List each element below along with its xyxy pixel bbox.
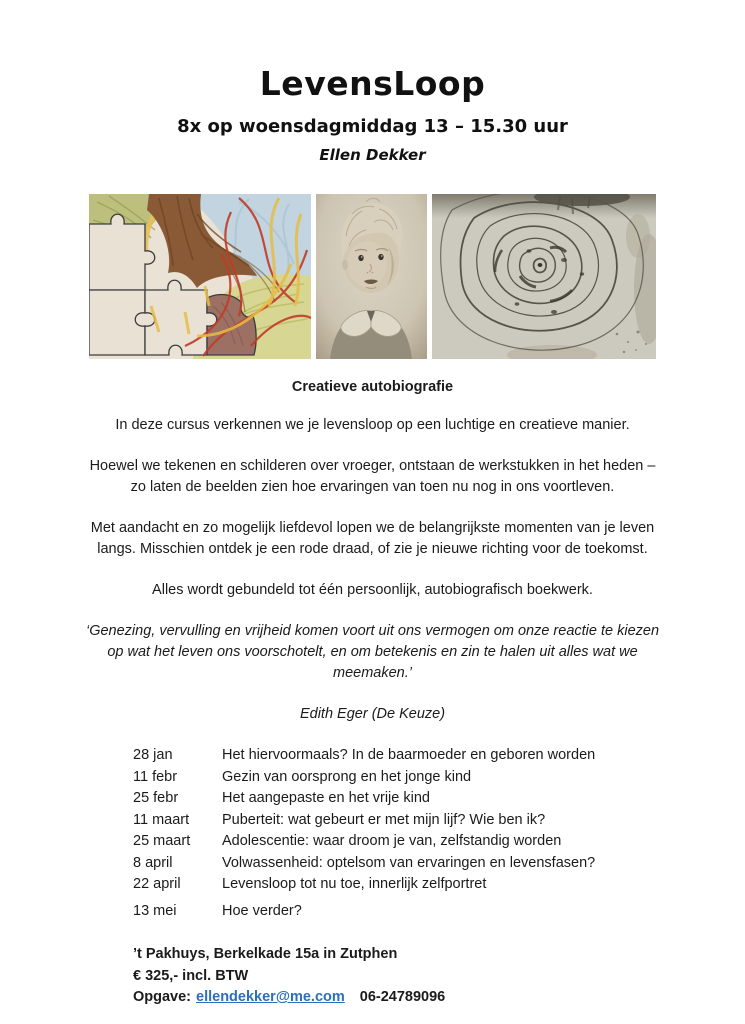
quote-text: ‘Genezing, vervulling en vrijheid komen voort uit ons vermogen om onze reactie te kiezen op wat het leven ons voorschotelt, en om betekenis en zin te halen uit alles wat we meemaken.’ bbox=[85, 623, 660, 681]
schedule-topic: Levensloop tot nu toe, innerlijk zelfportret bbox=[222, 876, 487, 892]
email-link[interactable]: ellendekker@me.com bbox=[196, 989, 345, 1005]
header bbox=[0, 64, 745, 164]
paragraph-momenten: Met aandacht en zo mogelijk liefdevol lopen we de belangrijkste momenten van je leven langs. Misschien ontdek je een rode draad, of zie je nieuwe richting voor de toekomst. bbox=[90, 520, 655, 557]
schedule-topic: Puberteit: wat gebeurt er met mijn lijf? Wie ben ik? bbox=[222, 811, 546, 828]
schedule-row bbox=[133, 810, 745, 832]
schedule-date: 25 maart bbox=[133, 833, 191, 849]
schedule-topic: Het aangepaste en het vrije kind bbox=[222, 790, 430, 806]
schedule-row bbox=[133, 853, 745, 875]
author-name: Ellen Dekker bbox=[319, 146, 426, 164]
schedule-list bbox=[133, 745, 745, 922]
schedule-topic: Volwassenheid: optelsom van ervaringen en levensfasen? bbox=[222, 854, 596, 871]
schedule-row bbox=[133, 745, 745, 767]
course-schedule-subtitle: 8x op woensdagmiddag 13 – 15.30 uur bbox=[177, 116, 568, 137]
artwork-tree-rings bbox=[432, 194, 656, 359]
price: € 325,- incl. BTW bbox=[133, 967, 249, 984]
schedule-date: 28 jan bbox=[133, 747, 173, 763]
schedule-topic: Het hiervoormaals? In de baarmoeder en geboren worden bbox=[222, 747, 596, 763]
paragraph-heden: Hoewel we tekenen en schilderen over vroeger, ontstaan de werkstukken in het heden – zo laten de beelden zien hoe ervaringen van toen nu nog in ons voortleven. bbox=[89, 458, 656, 495]
schedule-row bbox=[133, 767, 745, 789]
schedule-row bbox=[133, 874, 745, 896]
schedule-topic: Adolescentie: waar droom je van, zelfstandig worden bbox=[222, 833, 562, 849]
schedule-date: 8 april bbox=[133, 854, 173, 871]
schedule-topic: Hoe verder? bbox=[222, 902, 302, 919]
schedule-date: 11 febr bbox=[133, 768, 178, 785]
section-heading: Creatieve autobiografie bbox=[291, 379, 454, 395]
quote-attribution: Edith Eger (De Keuze) bbox=[299, 706, 446, 722]
artwork-baby-photo bbox=[316, 194, 427, 359]
schedule-date: 11 maart bbox=[133, 811, 190, 828]
phone-number: 06-24789096 bbox=[359, 989, 446, 1005]
schedule-date: 22 april bbox=[133, 876, 181, 892]
schedule-date: 13 mei bbox=[133, 902, 177, 919]
intro-paragraph: In deze cursus verkennen we je levensloop op een luchtige en creatieve manier. bbox=[115, 417, 630, 433]
schedule-row bbox=[133, 901, 745, 923]
schedule-row bbox=[133, 788, 745, 810]
body-copy bbox=[80, 415, 665, 725]
venue-address: ’t Pakhuys, Berkelkade 15a in Zutphen bbox=[133, 946, 398, 962]
artwork-strip bbox=[89, 194, 745, 359]
footer bbox=[133, 944, 745, 1009]
schedule-date: 25 febr bbox=[133, 790, 179, 806]
page-title: LevensLoop bbox=[259, 64, 486, 103]
schedule-row bbox=[133, 831, 745, 853]
signup-line bbox=[133, 987, 745, 1009]
signup-label: Opgave: bbox=[133, 989, 192, 1005]
artwork-puzzle-drawing bbox=[89, 194, 311, 359]
paragraph-boekwerk: Alles wordt gebundeld tot één persoonlijk, autobiografisch boekwerk. bbox=[152, 582, 593, 598]
schedule-topic: Gezin van oorsprong en het jonge kind bbox=[222, 768, 472, 785]
